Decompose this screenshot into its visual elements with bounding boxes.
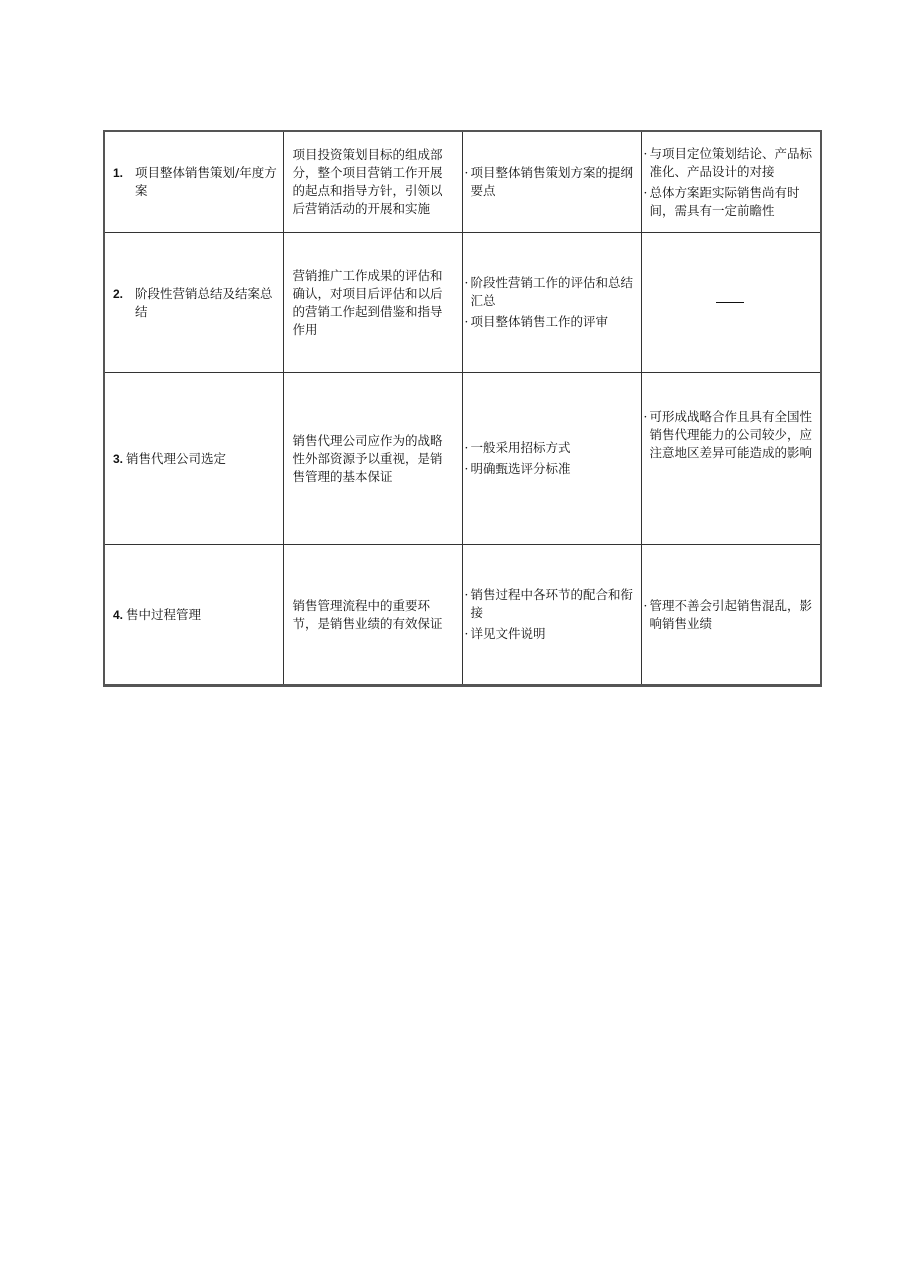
point-text: 详见文件说明 — [470, 626, 546, 641]
point-text: 项目整体销售工作的评审 — [470, 314, 609, 329]
item-points-cell — [462, 545, 641, 686]
bullet-icon: · — [643, 185, 648, 200]
item-notes-cell — [641, 373, 821, 545]
bullet-icon: · — [464, 166, 469, 180]
item-description: 营销推广工作成果的评估和确认，对项目后评估和以后的营销工作起到借鉴和指导作用 — [292, 267, 443, 337]
item-description: 销售代理公司应作为的战略性外部资源予以重视，是销售管理的基本保证 — [292, 432, 443, 484]
list-item — [644, 597, 817, 633]
item-notes-cell — [641, 131, 821, 233]
item-name: 销售代理公司选定 — [126, 450, 227, 466]
point-text: 明确甄选评分标准 — [470, 461, 571, 476]
empty-dash — [716, 302, 744, 303]
list-item — [465, 164, 637, 200]
table-row — [104, 131, 821, 233]
item-name-cell — [104, 233, 283, 373]
item-name: 项目整体销售策划/年度方案 — [135, 165, 277, 198]
item-name: 阶段性营销总结及结案总结 — [135, 285, 273, 319]
note-text: 总体方案距实际销售尚有时间，需具有一定前瞻性 — [649, 184, 800, 218]
bullet-icon: · — [643, 410, 648, 424]
item-description: 销售管理流程中的重要环节，是销售业绩的有效保证 — [292, 597, 443, 631]
item-description-cell — [283, 373, 462, 545]
list-item — [465, 460, 637, 478]
item-notes-cell — [641, 545, 821, 686]
sales-management-table — [103, 130, 822, 687]
item-notes-cell — [641, 233, 821, 373]
note-text: 管理不善会引起销售混乱，影响销售业绩 — [649, 597, 813, 631]
bullet-icon: · — [464, 462, 469, 476]
bullet-icon: · — [464, 276, 469, 290]
item-number: 2. — [113, 286, 124, 301]
item-points-cell — [462, 373, 641, 545]
note-text: 与项目定位策划结论、产品标准化、产品设计的对接 — [649, 145, 813, 179]
item-number: 3. — [113, 451, 124, 466]
list-item — [644, 408, 817, 462]
bullet-icon: · — [464, 588, 469, 602]
bullet-icon: · — [464, 315, 469, 329]
list-item — [465, 439, 637, 457]
bullet-icon: · — [464, 627, 469, 641]
list-item — [465, 274, 637, 310]
note-text: 可形成战略合作且具有全国性销售代理能力的公司较少，应注意地区差异可能造成的影响 — [649, 409, 813, 460]
table-row — [104, 545, 821, 686]
item-name: 售中过程管理 — [126, 606, 202, 622]
item-points-cell — [462, 233, 641, 373]
table-row — [104, 233, 821, 373]
point-text: 一般采用招标方式 — [470, 440, 571, 455]
list-item — [465, 586, 637, 622]
item-name-cell — [104, 131, 283, 233]
list-item — [644, 145, 817, 181]
point-text: 阶段性营销工作的评估和总结汇总 — [470, 275, 634, 308]
bullet-icon: · — [643, 598, 648, 613]
bullet-icon: · — [464, 441, 469, 455]
bullet-icon: · — [643, 146, 648, 161]
table-row — [104, 373, 821, 545]
list-item — [644, 184, 817, 220]
list-item — [465, 313, 637, 331]
item-number: 4. — [113, 607, 124, 622]
item-name-cell — [104, 545, 283, 686]
item-description: 项目投资策划目标的组成部分，整个项目营销工作开展的起点和指导方针，引领以后营销活动的开展和实施 — [292, 147, 443, 216]
item-number: 1. — [113, 166, 124, 180]
item-points-cell — [462, 131, 641, 233]
point-text: 销售过程中各环节的配合和衔接 — [470, 587, 634, 620]
item-name-cell — [104, 373, 283, 545]
item-description-cell — [283, 233, 462, 373]
item-description-cell — [283, 131, 462, 233]
item-description-cell — [283, 545, 462, 686]
point-text: 项目整体销售策划方案的提纲要点 — [470, 165, 634, 198]
list-item — [465, 625, 637, 643]
